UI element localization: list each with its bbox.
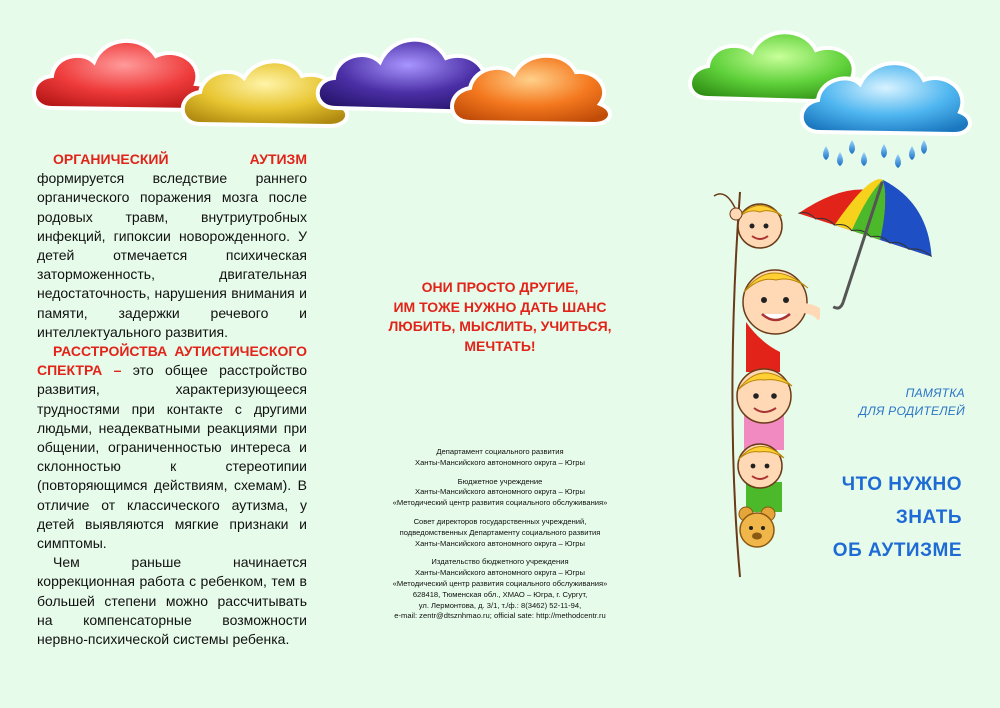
credits-line: «Методический центр развития социального обслуживания» [392, 498, 608, 508]
credits-block [350, 517, 650, 549]
title-line: ОБ АУТИЗМЕ [832, 540, 962, 561]
asd-body: это общее расстройство развития, характеризующееся трудностями при контакте с другими людьми, неадекватными реакциями при общении, ограниченностью интереса и склонностью к стереотипии (повторяющимся действиям, схемам). В отличие от классического аутизма, у детей выявляются мягкие признаки и симптомы. [37, 362, 307, 552]
closing-paragraph: Чем раньше начинается коррекционная работа с ребенком, тем в большей степени можно рассчитывать на компенсаторные возможности нервно-психической системы ребенка. [37, 554, 307, 648]
credits-line: Ханты-Мансийского автономного округа – Югры [415, 457, 585, 467]
title-line: ЗНАТЬ [895, 507, 962, 528]
clouds-left-group [0, 0, 620, 150]
slogan-line: ОНИ ПРОСТО ДРУГИЕ, [421, 279, 579, 295]
slogan-line: ИМ ТОЖЕ НУЖНО ДАТЬ ШАНС [393, 298, 607, 315]
credits-line: Ханты-Мансийского автономного округа – Югры [415, 487, 585, 497]
brochure-title [790, 468, 962, 567]
slogan-line: ЛЮБИТЬ, МЫСЛИТЬ, УЧИТЬСЯ, [388, 318, 612, 334]
title-line: ЧТО НУЖНО [841, 474, 962, 495]
rain-drop-icon [823, 140, 927, 168]
credits-line: Совет директоров государственных учреждений, [413, 516, 587, 526]
organic-autism-heading: ОРГАНИЧЕСКИЙ АУТИЗМ [53, 151, 307, 167]
asd-heading: РАССТРОЙСТВА АУТИСТИЧЕСКОГО СПЕКТРА – [37, 343, 307, 379]
credits-line: ул. Лермонтова, д. 3/1, т./ф.: 8(3462) 52-11-94, [418, 600, 582, 610]
memo-line: ПАМЯТКА [905, 386, 965, 400]
credits-line: «Методический центр развития социального обслуживания» [392, 578, 608, 588]
credits-line: Департамент социального развития [436, 447, 564, 456]
credits-block [350, 477, 650, 509]
organic-autism-body: формируется вследствие раннего органического поражения мозга после родовых травм, внутриутробных инфекций, гипоксии новорожденного. У детей отмечается психическая заторможенность, двигательная недостаточность, нарушения внимания и памяти, задержки речевого и интеллектуального развития. [37, 170, 307, 340]
slogan [360, 278, 640, 356]
left-panel-text [37, 150, 307, 649]
clouds-right-group [680, 0, 980, 175]
publisher-credits [350, 447, 650, 630]
credits-line: подведомственных Департаменту социального развития [399, 527, 601, 537]
credits-line: Ханты-Мансийского автономного округа – Югры [415, 538, 585, 548]
credits-line: e-mail: zentr@dtsznhmao.ru; official sate: http://methodcentr.ru [394, 611, 606, 621]
slogan-line: МЕЧТАТЬ! [464, 337, 536, 354]
credits-line: Бюджетное учреждение [457, 476, 543, 486]
credits-line: 628418, Тюменская обл., ХМАО – Югра, г. Сургут, [412, 589, 588, 599]
credits-block [350, 447, 650, 469]
credits-line: Ханты-Мансийского автономного округа – Югры [415, 568, 585, 578]
memo-label [820, 384, 965, 420]
memo-line: ДЛЯ РОДИТЕЛЕЙ [858, 404, 965, 418]
credits-block [350, 557, 650, 622]
credits-line: Издательство бюджетного учреждения [431, 557, 569, 567]
